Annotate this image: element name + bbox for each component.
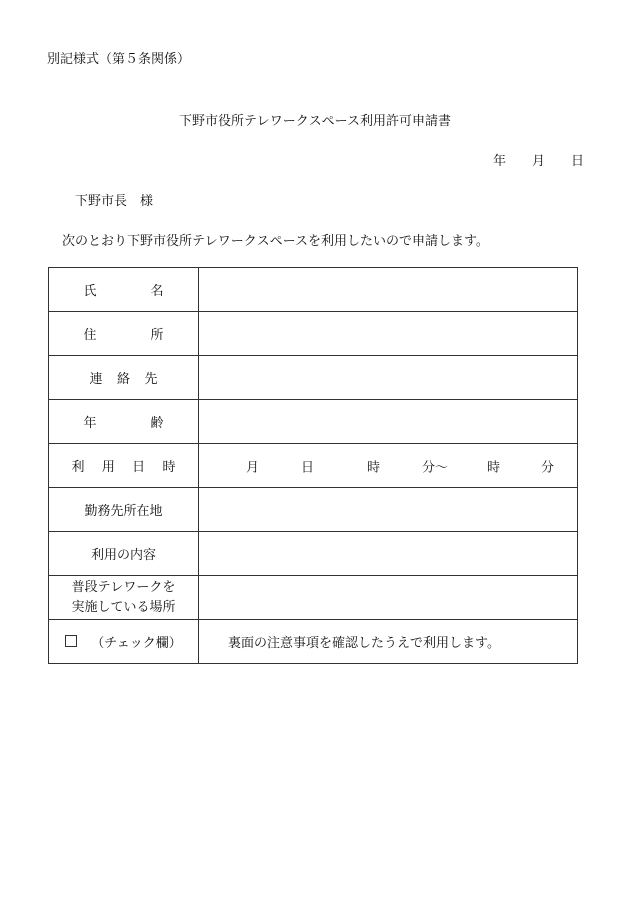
datetime-hour-from-unit: 時	[367, 460, 381, 475]
check-label: （チェック欄）	[91, 635, 182, 651]
age-label-char: 年	[83, 416, 97, 431]
date-year-unit: 年	[492, 154, 506, 169]
usage-datetime-field[interactable]	[199, 444, 578, 488]
usage-datetime-label-char: 時	[162, 460, 176, 475]
datetime-month-unit: 月	[246, 460, 260, 475]
workplace-field[interactable]	[199, 488, 578, 532]
usage-content-field[interactable]	[199, 532, 578, 576]
form-row-usage-content	[49, 532, 578, 576]
contact-field[interactable]	[199, 356, 578, 400]
date-day-unit: 日	[570, 154, 584, 169]
name-label-char: 名	[150, 284, 164, 299]
form-row-age	[49, 400, 578, 444]
datetime-minute-to-unit: 分	[541, 460, 555, 475]
contact-label-char: 連	[89, 372, 103, 387]
address-label	[49, 312, 199, 356]
usual-telework-label-line2: 実施している場所	[71, 599, 176, 615]
datetime-minute-from-unit: 分～	[422, 460, 449, 475]
form-row-check	[49, 620, 578, 664]
check-cell	[49, 620, 199, 664]
usual-telework-label	[49, 576, 199, 620]
contact-label-char: 先	[144, 372, 158, 387]
application-form-table	[48, 267, 578, 664]
usage-datetime-label-char: 利	[71, 460, 85, 475]
address-field[interactable]	[199, 312, 578, 356]
contact-label	[49, 356, 199, 400]
form-row-address	[49, 312, 578, 356]
date-month-unit: 月	[531, 154, 545, 169]
addressee: 下野市長 様	[75, 194, 154, 209]
name-label-char: 氏	[83, 284, 97, 299]
usual-telework-label-line1: 普段テレワークを	[71, 579, 176, 595]
form-reference: 別記様式（第５条関係）	[47, 52, 191, 67]
contact-label-char: 絡	[116, 372, 130, 387]
datetime-hour-to-unit: 時	[487, 460, 501, 475]
name-label	[49, 268, 199, 312]
workplace-label: 勤務先所在地	[49, 488, 199, 532]
usage-datetime-label-char: 用	[101, 460, 115, 475]
name-field[interactable]	[199, 268, 578, 312]
form-row-contact	[49, 356, 578, 400]
age-label	[49, 400, 199, 444]
form-row-usual-telework	[49, 576, 578, 620]
address-label-char: 所	[150, 328, 164, 343]
age-label-char: 齢	[150, 416, 164, 431]
usage-datetime-label	[49, 444, 199, 488]
usage-content-label: 利用の内容	[49, 532, 199, 576]
age-field[interactable]	[199, 400, 578, 444]
usage-datetime-label-char: 日	[132, 460, 146, 475]
datetime-day-unit: 日	[301, 460, 315, 475]
form-row-name	[49, 268, 578, 312]
document-title: 下野市役所テレワークスペース利用許可申請書	[179, 114, 451, 129]
form-row-usage-datetime	[49, 444, 578, 488]
confirm-checkbox[interactable]	[65, 635, 77, 647]
date-line	[493, 150, 584, 169]
form-row-workplace	[49, 488, 578, 532]
check-statement: 裏面の注意事項を確認したうえで利用します。	[199, 620, 578, 664]
request-text: 次のとおり下野市役所テレワークスペースを利用したいので申請します。	[62, 234, 489, 249]
usual-telework-field[interactable]	[199, 576, 578, 620]
address-label-char: 住	[83, 328, 97, 343]
